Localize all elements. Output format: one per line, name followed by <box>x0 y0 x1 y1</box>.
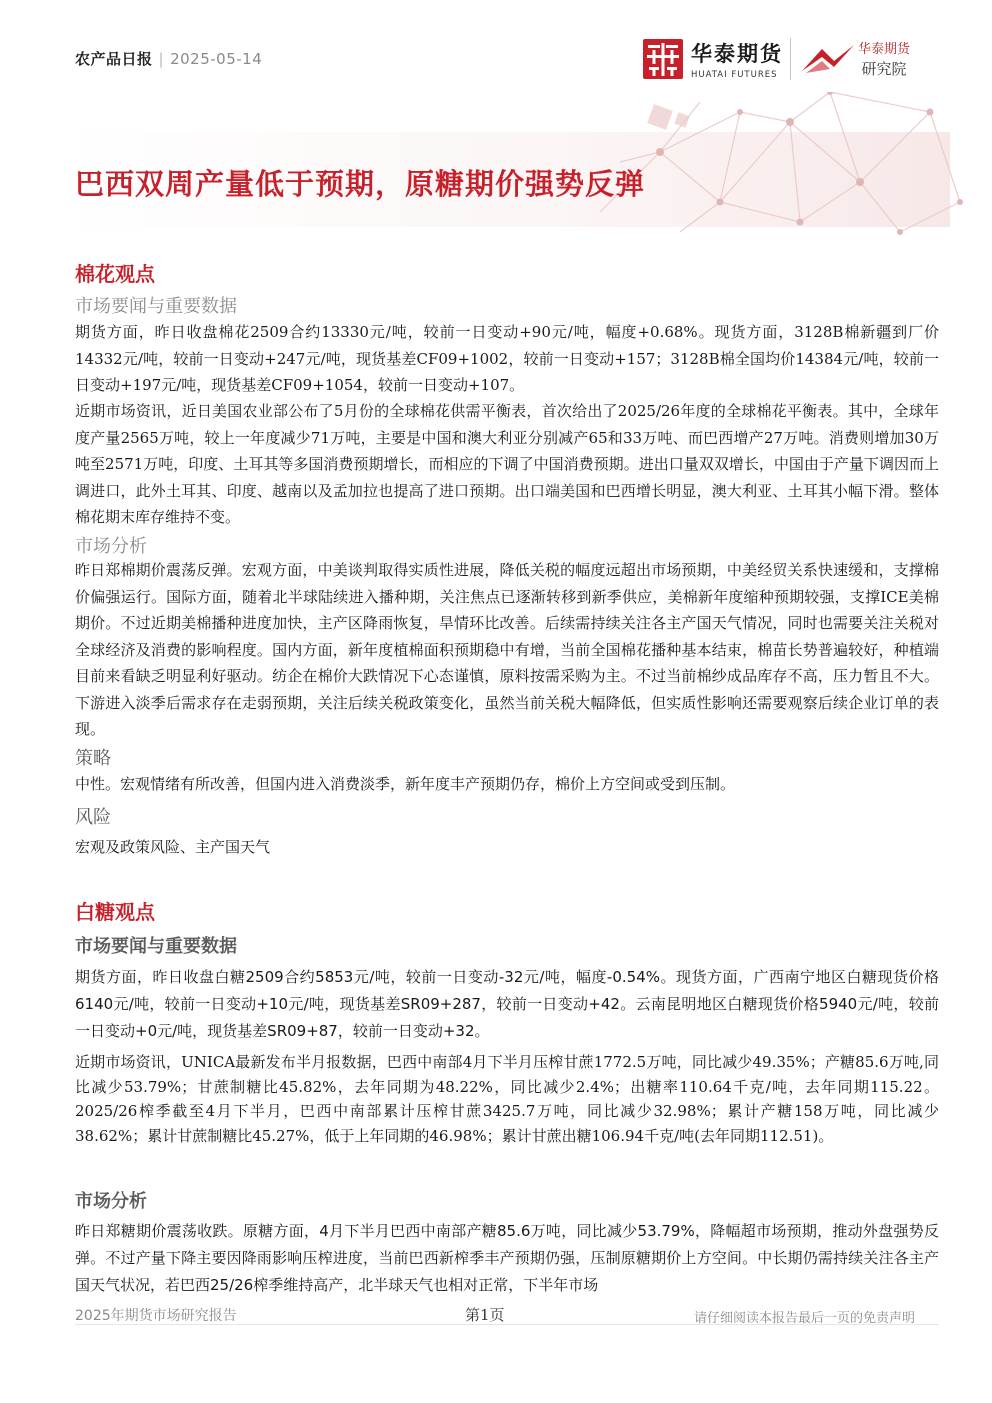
footer-page-number: 第1页 <box>465 1306 505 1324</box>
sugar-analysis-heading: 市场分析 <box>75 1191 147 1212</box>
huatai-logo <box>643 38 783 80</box>
logo-chinese-name: 华泰期货 <box>691 42 783 66</box>
cotton-section-heading: 棉花观点 <box>75 262 155 286</box>
report-title: 巴西双周产量低于预期，原糖期价强势反弹 <box>75 167 646 201</box>
logo-divider <box>790 38 791 80</box>
sugar-news-heading: 市场要闻与重要数据 <box>75 936 237 957</box>
cotton-analysis-paragraph: 昨日郑棉期价震荡反弹。宏观方面，中美谈判取得实质性进展，降低关税的幅度远超出市场预期，中美经贸关系快速缓和，支撑棉价偏强运行。国际方面，随着北半球陆续进入播种期，关注焦点已逐渐转移到新季供应，美棉新年度缩种预期较强，支撑ICE美棉期价。不过近期美棉播种进度加快，主产区降雨恢复，旱情环比改善。后续需持续关注各主产国天气情况，同时也需要关注关税对全球经济及消费的影响程度。国内方面，新年度植棉面积预期稳中有增，当前全国棉花播种基本结束，棉苗长势普遍较好，种植端目前来看缺乏明显利好驱动。纺企在棉价大跌情况下心态谨慎，原料按需采购为主。不过当前棉纱成品库存不高，压力暂且不大。下游进入淡季后需求存在走弱预期，关注后续关税政策变化，虽然当前关税大幅降低，但实质性影响还需要观察后续企业订单的表现。 <box>75 561 939 738</box>
institute-line2: 研究院 <box>861 60 907 78</box>
sugar-analysis-paragraph: 昨日郑糖期价震荡收跌。原糖方面，4月下半月巴西中南部产糖85.6万吨，同比减少53.79%，降幅超市场预期，推动外盘强势反弹。不过产量下降主要因降雨影响压榨进度，当前巴西新榨季丰产预期仍强，压制原糖期价上方空间。中长期仍需持续关注各主产国天气状况，若巴西25/26榨季维持高产，北半球天气也相对正常，下半年市场 <box>75 1222 939 1294</box>
sugar-news-paragraph-1: 期货方面，昨日收盘白糖2509合约5853元/吨，较前一日变动-32元/吨，幅度-0.54%。现货方面，广西南宁地区白糖现货价格6140元/吨，较前一日变动+10元/吨，现货基差SR09+287，较前一日变动+42。云南昆明地区白糖现货价格5940元/吨，较前一日变动+0元/吨，现货基差SR09+87，较前一日变动+32。 <box>75 968 939 1040</box>
institute-logo <box>800 38 910 79</box>
sugar-news-paragraph-2: 近期市场资讯，UNICA最新发布半月报数据，巴西中南部4月下半月压榨甘蔗1772.5万吨，同比减少49.35%；产糖85.6万吨,同比减少53.79%；甘蔗制糖比45.82%，去年同期为48.22%，同比减少2.4%；出糖率110.64千克/吨，去年同期115.22。 2025/26榨季截至4月下半月，巴西中南部累计压榨甘蔗3425.7万吨，同比减少32.98%；累计产糖158万吨，同比减少38.62%；累计甘蔗制糖比45.27%，低于上年同期的46.98%；累计甘蔗出糖106.94千克/吨(去年同期112.51)。 <box>75 1053 939 1145</box>
footer-report-series: 2025年期货市场研究报告 <box>75 1308 237 1324</box>
cotton-news-heading: 市场要闻与重要数据 <box>75 296 237 317</box>
cotton-news-paragraph-2: 近期市场资讯，近日美国农业部公布了5月份的全球棉花供需平衡表，首次给出了2025/26年度的全球棉花平衡表。其中，全球年度产量2565万吨，较上一年度减少71万吨，主要是中国和澳大利亚分别减产65和33万吨、而巴西增产27万吨。消费则增加30万吨至2571万吨，印度、土耳其等多国消费预期增长，而相应的下调了中国消费预期。进出口量双双增长，中国由于产量下调因而上调进口，此外土耳其、印度、越南以及孟加拉也提高了进口预期。出口端美国和巴西增长明显，澳大利亚、土耳其小幅下滑。整体棉花期末库存维持不变。 <box>75 402 939 526</box>
cotton-risk-heading: 风险 <box>75 807 111 828</box>
cotton-analysis-heading: 市场分析 <box>75 536 147 557</box>
cotton-risk-paragraph: 宏观及政策风险、主产国天气 <box>75 838 271 856</box>
report-type: 农产品日报 <box>75 50 153 68</box>
institute-swoosh-icon <box>800 41 856 77</box>
header-separator: | <box>158 50 165 68</box>
footer-disclaimer-note: 请仔细阅读本报告最后一页的免责声明 <box>693 1311 915 1326</box>
cotton-news-paragraph-1: 期货方面，昨日收盘棉花2509合约13330元/吨，较前一日变动+90元/吨，幅度+0.68%。现货方面，3128B棉新疆到厂价14332元/吨，较前一日变动+247元/吨，现货基差CF09+1002，较前一日变动+157；3128B棉全国均价14384元/吨，较前一日变动+197元/吨，现货基差CF09+1054，较前一日变动+107。 <box>75 323 939 394</box>
huatai-logo-icon <box>643 39 683 79</box>
report-date: 2025-05-14 <box>170 50 263 68</box>
sugar-section-heading: 白糖观点 <box>75 900 155 924</box>
cotton-strategy-heading: 策略 <box>75 748 111 769</box>
institute-line1: 华泰期货 <box>858 42 911 57</box>
logo-english-name: HUATAI FUTURES <box>691 70 778 80</box>
report-header-label <box>75 48 262 69</box>
cotton-strategy-paragraph: 中性。宏观情绪有所改善，但国内进入消费淡季，新年度丰产预期仍存，棉价上方空间或受到压制。 <box>75 775 736 793</box>
